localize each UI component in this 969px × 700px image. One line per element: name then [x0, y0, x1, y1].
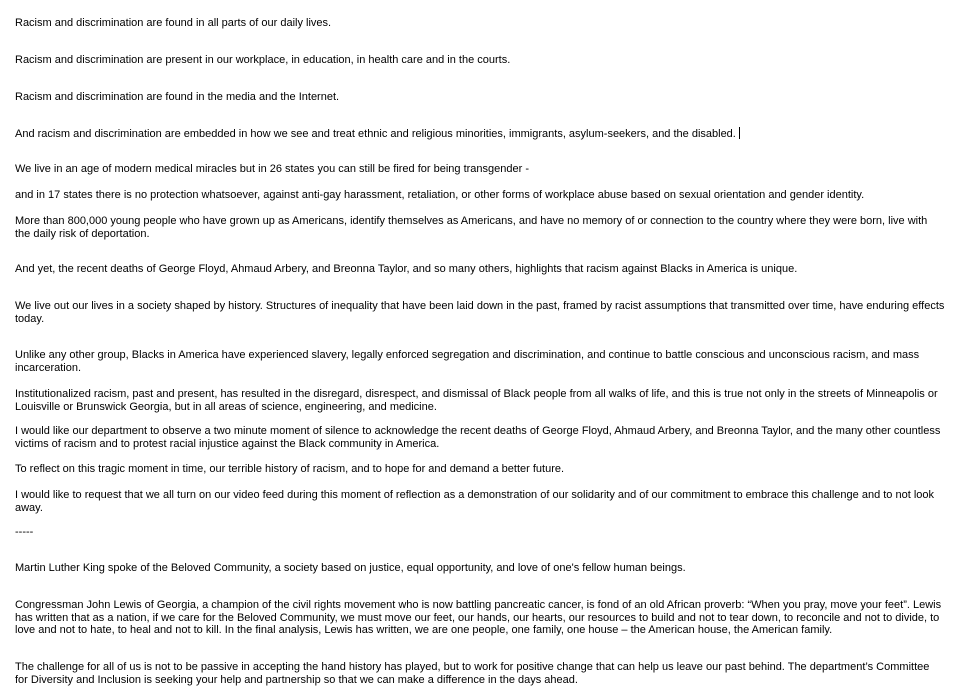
paragraph-4-text: And racism and discrimination are embedded in how we see and treat ethnic and religious minorities, immigrants, asylum-seekers, and the disabled. [15, 128, 736, 140]
paragraph-17: The challenge for all of us is not to be passive in accepting the hand history has played, but to work for positive change that can help us leave our past behind. The department’s Committee for Diversity and Inclusion is seeking your help and partnership so that we can make a difference in the days ahead. [15, 661, 930, 686]
paragraph-8: And yet, the recent deaths of George Floyd, Ahmaud Arbery, and Breonna Taylor, and so many others, highlights that racism against Blacks in America is unique. [15, 263, 798, 275]
paragraph-1: Racism and discrimination are found in all parts of our daily lives. [15, 17, 332, 29]
paragraph-7: More than 800,000 young people who have grown up as Americans, identify themselves as Americans, and have no memory of or connection to the country where they were born, live with the daily risk of deportation. [15, 215, 928, 240]
paragraph-13: To reflect on this tragic moment in time, our terrible history of racism, and to hope for and demand a better future. [15, 463, 565, 475]
paragraph-11: Institutionalized racism, past and present, has resulted in the disregard, disrespect, and dismissal of Black people from all walks of life, and this is true not only in the streets of Minneapolis or Louisville or Brunswick Georgia, but in all areas of science, engineering, and medicine. [15, 388, 938, 413]
paragraph-15: Martin Luther King spoke of the Beloved Community, a society based on justice, equal opportunity, and love of one's fellow human beings. [15, 562, 686, 574]
separator-text: ----- [15, 526, 34, 538]
paragraph-6: and in 17 states there is no protection whatsoever, against anti-gay harassment, retaliation, or other forms of workplace abuse based on sexual orientation and gender identity. [15, 189, 865, 201]
paragraph-9: We live out our lives in a society shaped by history. Structures of inequality that have been laid down in the past, framed by racist assumptions that transmitted over time, have enduring effects today. [15, 300, 945, 325]
paragraph-12: I would like our department to observe a two minute moment of silence to acknowledge the recent deaths of George Floyd, Ahmaud Arbery, and Breonna Taylor, and the many other countless victims of racism and to protest racial injustice against the Black community in America. [15, 425, 941, 450]
paragraph-16: Congressman John Lewis of Georgia, a champion of the civil rights movement who is now battling pancreatic cancer, is fond of an old African proverb: “When you pray, move your feet”. Lewis has written that as a nation, if we care for the Beloved Community, we must move our feet, our hands, our hearts, our resources to build and not to tear down, to reconcile and not to divide, to love and not to hate, to heal and not to kill. In the final analysis, Lewis has written, we are one people, one family, one house – the American house, the American family. [15, 599, 942, 636]
paragraph-10: Unlike any other group, Blacks in America have experienced slavery, legally enforced segregation and discrimination, and continue to battle conscious and unconscious racism, and mass incarceration. [15, 349, 920, 374]
paragraph-4 [15, 127, 945, 141]
paragraph-3: Racism and discrimination are found in the media and the Internet. [15, 91, 340, 103]
paragraph-5: We live in an age of modern medical miracles but in 26 states you can still be fired for being transgender - [15, 163, 530, 175]
paragraph-14: I would like to request that we all turn on our video feed during this moment of reflection as a demonstration of our solidarity and of our commitment to embrace this challenge and to not look away. [15, 489, 934, 514]
text-cursor [739, 127, 740, 139]
paragraph-2: Racism and discrimination are present in our workplace, in education, in health care and in the courts. [15, 54, 511, 66]
